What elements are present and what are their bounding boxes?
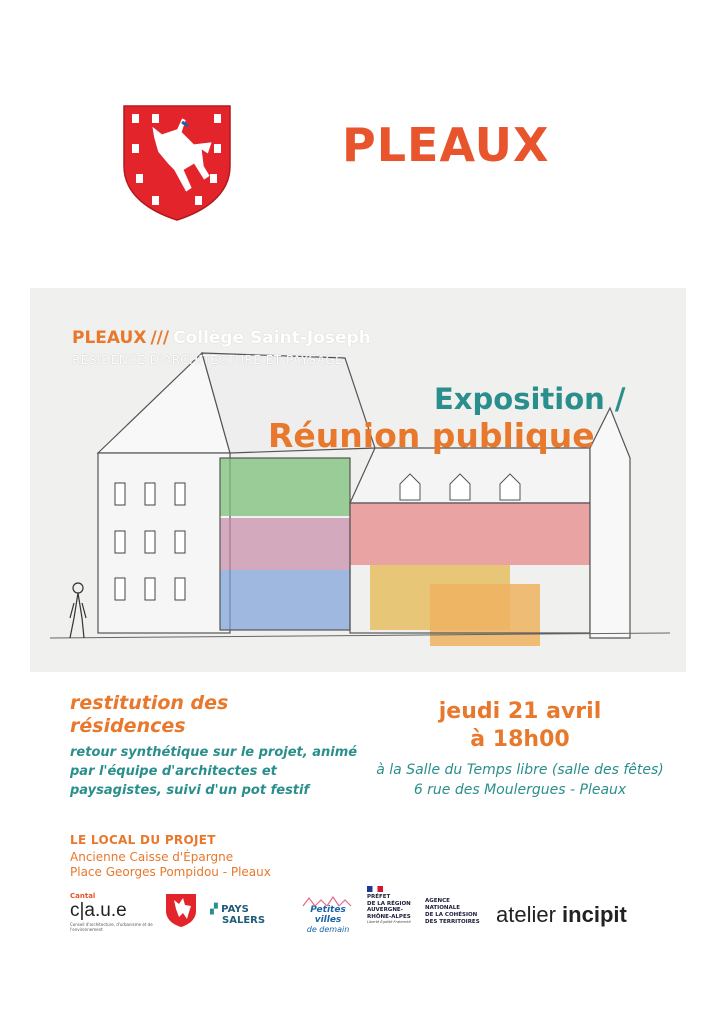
french-flag-icon bbox=[367, 886, 383, 892]
rooftops-icon bbox=[299, 895, 357, 907]
hero-college: Collège Saint-Joseph bbox=[173, 328, 371, 348]
caue-logo bbox=[70, 892, 165, 932]
local-address-line2: Place Georges Pompidou - Pleaux bbox=[70, 865, 271, 879]
event-date: jeudi 21 avril bbox=[438, 699, 602, 724]
caue-name: c|a.u.e bbox=[70, 900, 127, 921]
local-title: LE LOCAL DU PROJET bbox=[70, 833, 216, 847]
prefet-motto: Liberté Égalité Fraternité bbox=[367, 920, 411, 924]
caue-caption: Conseil d'architecture, d'urbanisme et de l'environnement bbox=[70, 922, 153, 932]
event-time: à 18h00 bbox=[470, 727, 570, 752]
incipit-a: atelier bbox=[496, 902, 556, 927]
anct-logo bbox=[425, 898, 485, 926]
town-title: PLEAUX bbox=[342, 118, 550, 172]
prefet-l3: AUVERGNE- bbox=[367, 907, 403, 913]
pvd-line1: Petites villes bbox=[310, 905, 346, 925]
pays-line2: SALERS bbox=[222, 915, 266, 926]
caue-dept: Cantal bbox=[70, 892, 96, 900]
hero-illustration bbox=[30, 288, 686, 672]
event-address: 6 rue des Moulergues - Pleaux bbox=[413, 782, 627, 798]
event-venue: à la Salle du Temps libre (salle des fêtes) bbox=[376, 762, 664, 778]
agence-l2: NATIONALE bbox=[425, 905, 461, 911]
event-venue-block bbox=[355, 760, 685, 800]
petites-villes-logo bbox=[299, 895, 357, 934]
pvd-line2: de demain bbox=[306, 925, 350, 934]
restitution-description: retour synthétique sur le projet, animé par l'équipe d'architectes et paysagistes, suivi d'un pot festif bbox=[70, 745, 358, 798]
prefet-logo bbox=[367, 886, 417, 925]
coat-of-arms-icon bbox=[122, 104, 232, 222]
hero-org: PLEAUX bbox=[72, 328, 147, 348]
agence-l1: AGENCE bbox=[425, 898, 450, 904]
atelier-incipit-logo bbox=[496, 902, 627, 928]
hero-title-expo: Exposition / bbox=[434, 382, 626, 416]
local-address-line1: Ancienne Caisse d'Épargne bbox=[70, 850, 234, 864]
prefet-l1: PRÉFET bbox=[367, 894, 391, 900]
pays-salers-logo: ▞ PAYS SALERS bbox=[210, 904, 266, 926]
agence-l3: DE LA COHÉSION bbox=[425, 912, 478, 918]
prefet-l2: DE LA RÉGION bbox=[367, 900, 411, 907]
pleaux-crest-small-icon bbox=[165, 893, 197, 928]
hero-subtitle: RÉSIDENCE D'ARCHITECTURE ET PAYSAGE bbox=[72, 353, 344, 367]
hero-college-line bbox=[72, 328, 371, 348]
hero-title-reunion: Réunion publique bbox=[268, 416, 595, 455]
prefet-l4: RHÔNE-ALPES bbox=[367, 913, 411, 920]
incipit-b: incipit bbox=[562, 902, 627, 927]
restitution-title: restitution des résidences bbox=[70, 692, 229, 737]
hero-sep: /// bbox=[150, 328, 170, 348]
event-datetime bbox=[370, 698, 670, 754]
agence-l4: DES TERRITOIRES bbox=[425, 919, 480, 925]
pays-line1: PAYS bbox=[221, 904, 249, 915]
